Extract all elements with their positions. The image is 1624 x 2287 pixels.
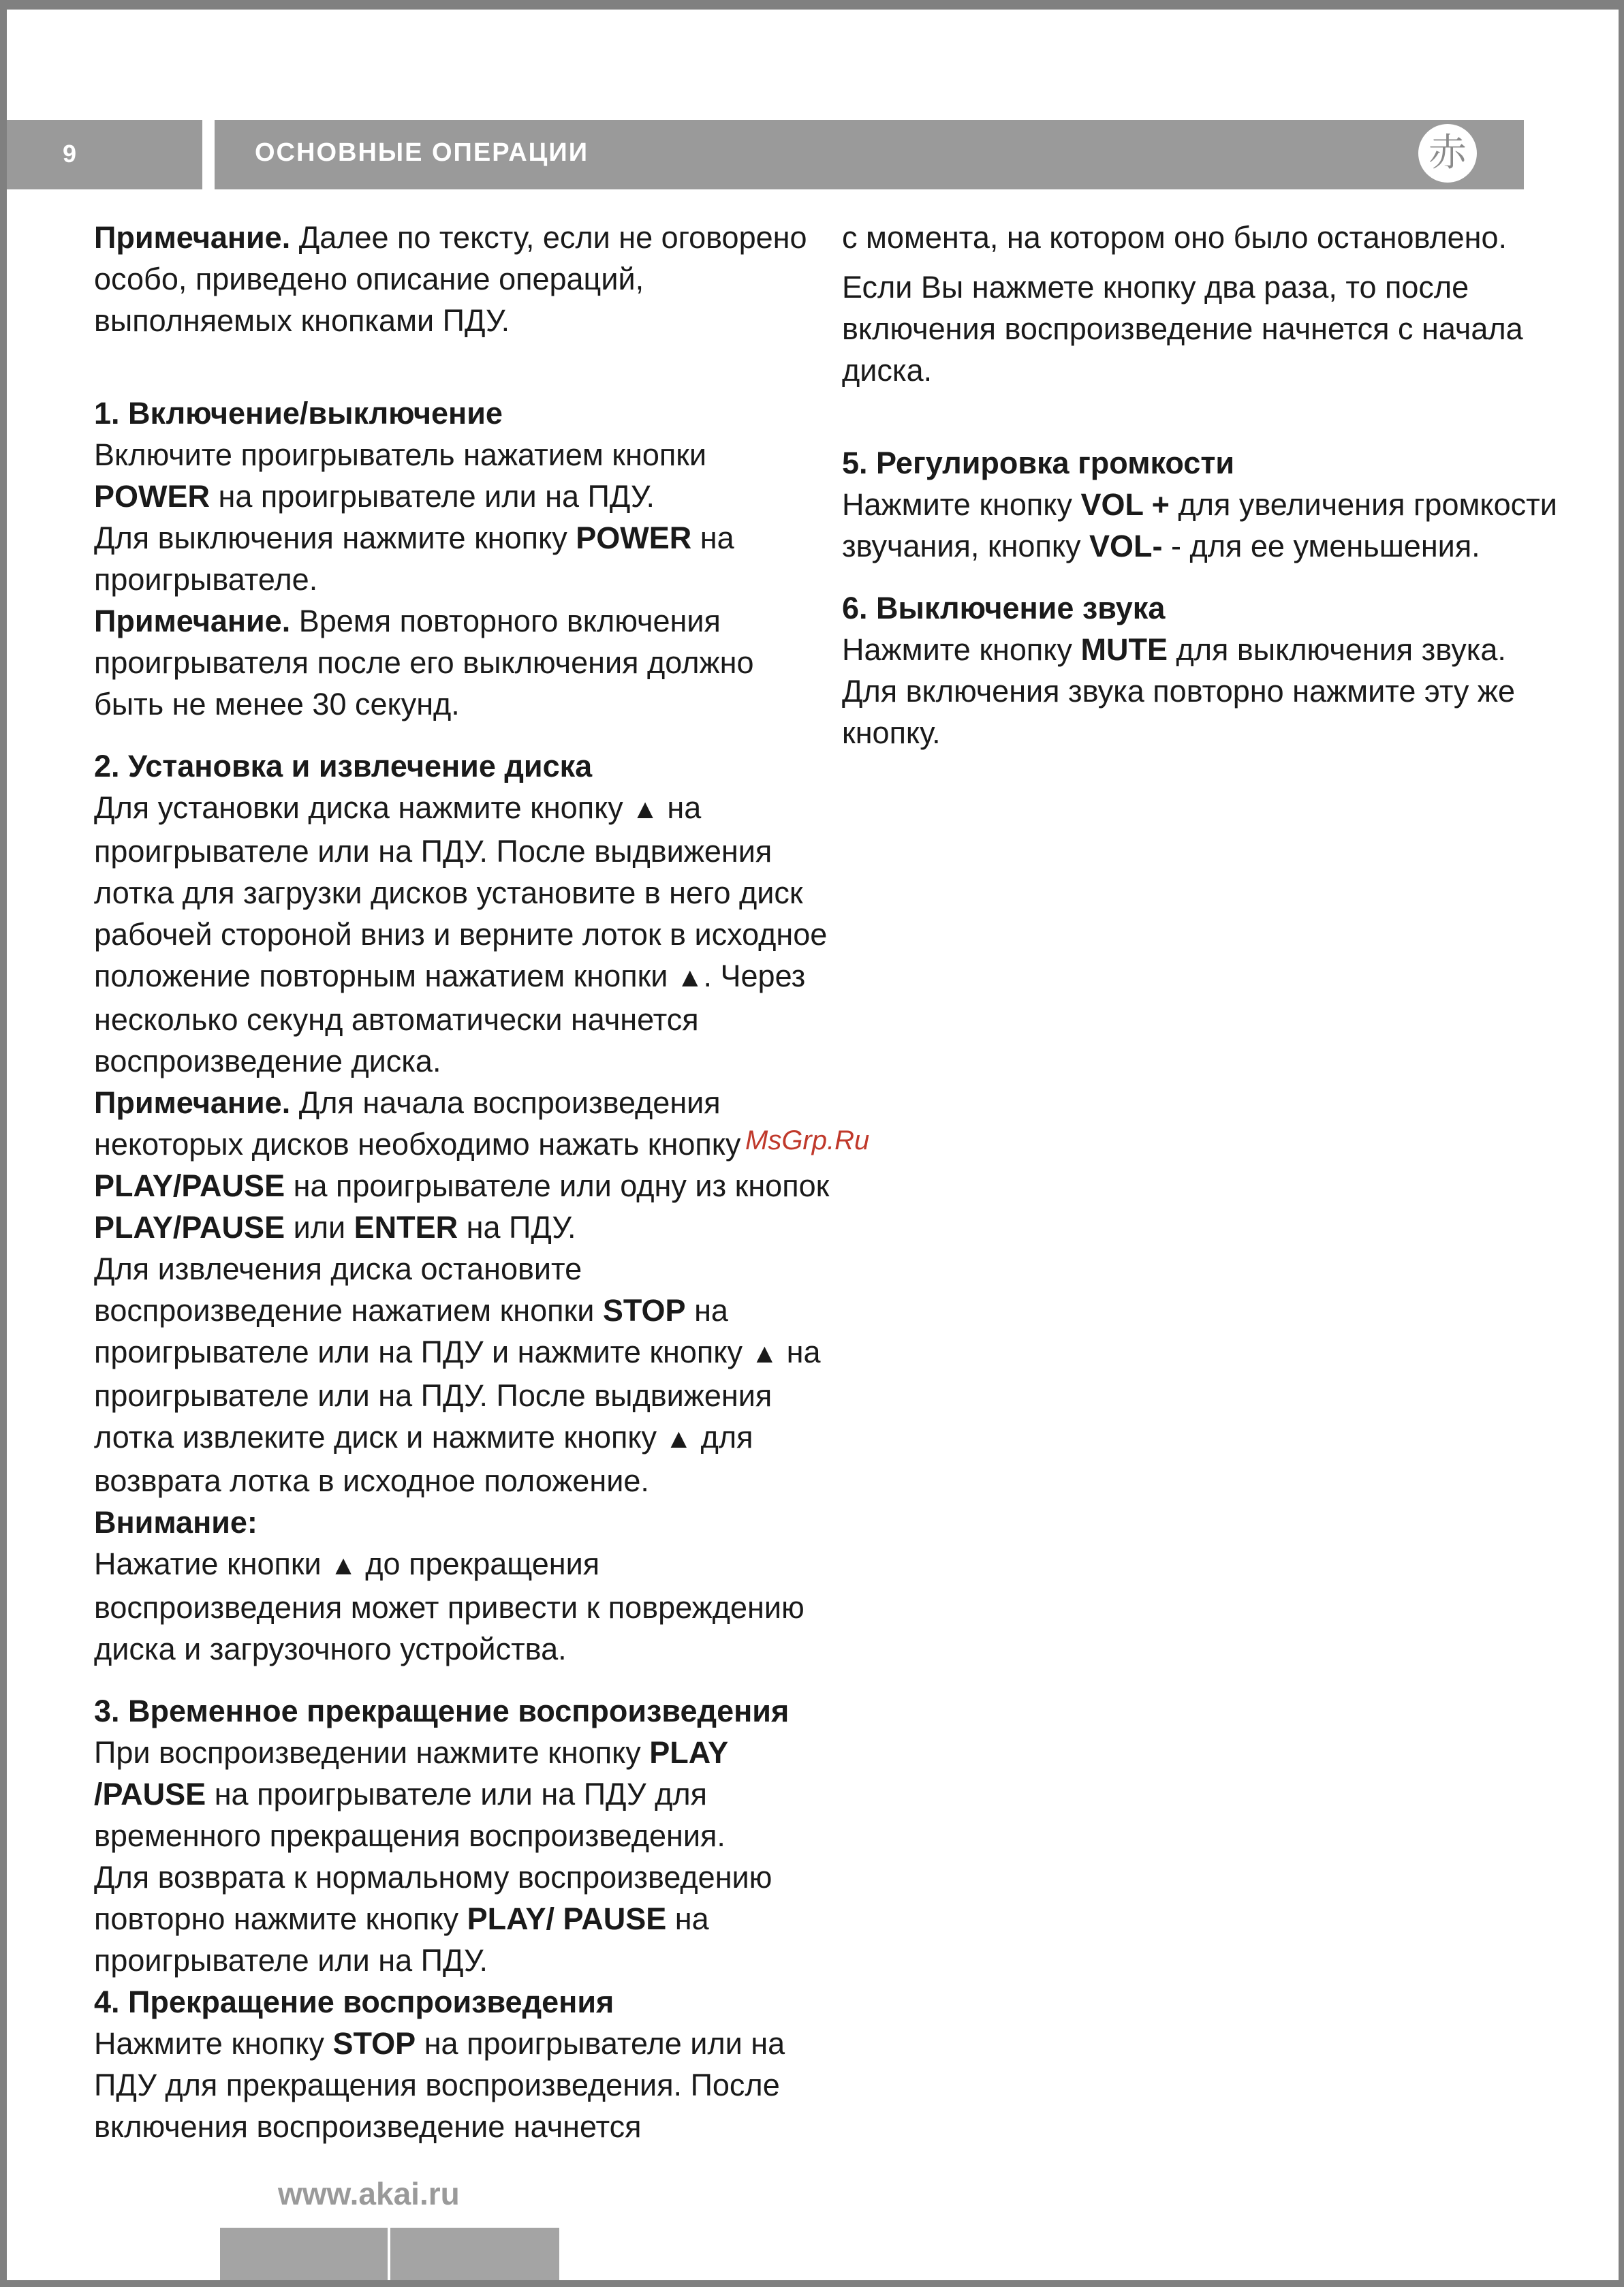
footer-block-left <box>220 2228 388 2280</box>
section-2-heading: 2. Установка и извлечение диска <box>94 749 593 783</box>
section-3-paragraph-2: Для возврата к нормальному воспроизведению повторно нажмите кнопку PLAY/ PAUSE на проигрывателе или на ПДУ. <box>94 1860 772 1978</box>
footer-block-right <box>390 2228 559 2280</box>
left-column <box>94 217 830 2147</box>
section-1-heading: 1. Включение/выключение <box>94 396 503 431</box>
eject-icon: ▲ <box>330 1551 357 1581</box>
note-intro: Примечание. Далее по тексту, если не оговорено особо, приведено описание операций, выполняемых кнопками ПДУ. <box>94 220 807 338</box>
section-1-paragraph-1: Включите проигрыватель нажатием кнопки POWER на проигрывателе или на ПДУ. <box>94 437 707 514</box>
section-5-heading: 5. Регулировка громкости <box>842 446 1235 480</box>
section-4-heading: 4. Прекращение воспроизведения <box>94 1985 614 2019</box>
right-column <box>842 217 1591 753</box>
continued-text-2: Если Вы нажмете кнопку два раза, то после включения воспроизведение начнется с начала диска. <box>842 270 1523 388</box>
section-6-paragraph-2: Для включения звука повторно нажмите эту же кнопку. <box>842 674 1516 750</box>
section-2-paragraph-2: Для извлечения диска остановите воспроизведение нажатием кнопки STOP на проигрывателе или на ПДУ и нажмите кнопку ▲ на проигрывателе или на ПДУ. После выдвижения лотка извлеките диск и нажмите кнопку ▲ для возврата лотка в исходное положение. <box>94 1251 821 1498</box>
section-5-paragraph: Нажмите кнопку VOL + для увеличения громкости звучания, кнопку VOL- - для ее уменьшения. <box>842 487 1557 563</box>
header-page-number-bar <box>7 120 202 189</box>
section-1-note: Примечание. Время повторного включения проигрывателя после его выключения должно быть не менее 30 секунд. <box>94 604 754 721</box>
eject-icon: ▲ <box>751 1339 779 1369</box>
section-1-paragraph-2: Для выключения нажмите кнопку POWER на проигрывателе. <box>94 520 734 597</box>
section-3-paragraph-1: При воспроизведении нажмите кнопку PLAY /PAUSE на проигрывателе или на ПДУ для временного прекращения воспроизведения. <box>94 1735 728 1853</box>
footer-url-link[interactable]: www.akai.ru <box>278 2176 460 2211</box>
section-2-note: Примечание. Для начала воспроизведения некоторых дисков необходимо нажать кнопку PLAY/PAUSE на проигрывателе или одну из кнопок PLAY/PAUSE или ENTER на ПДУ. <box>94 1085 830 1245</box>
page-title: ОСНОВНЫЕ ОПЕРАЦИИ <box>255 138 589 167</box>
watermark-text: MsGrp.Ru <box>745 1125 870 1155</box>
section-6-heading: 6. Выключение звука <box>842 591 1166 625</box>
eject-icon: ▲ <box>631 794 659 824</box>
continued-text-1: с момента, на котором оно было остановлено. <box>842 220 1508 255</box>
eject-icon: ▲ <box>665 1424 693 1454</box>
eject-icon: ▲ <box>676 963 704 993</box>
page-number: 9 <box>63 140 77 168</box>
section-4-paragraph-1: Нажмите кнопку STOP на проигрывателе или на ПДУ для прекращения воспроизведения. После включения воспроизведение начнется <box>94 2026 785 2144</box>
section-2-warning-label: Внимание: <box>94 1505 257 1540</box>
brand-logo-icon: 赤 <box>1418 124 1477 183</box>
section-3-heading: 3. Временное прекращение воспроизведения <box>94 1694 790 1728</box>
section-2-paragraph-1: Для установки диска нажмите кнопку ▲ на проигрывателе или на ПДУ. После выдвижения лотка для загрузки дисков установите в него диск рабочей стороной вниз и верните лоток в исходное положение повторным нажатием кнопки ▲. Через несколько секунд автоматически начнется воспроизведение диска. <box>94 790 828 1078</box>
section-2-warning-text: Нажатие кнопки ▲ до прекращения воспроизведения может привести к повреждению диска и загрузочного устройства. <box>94 1546 805 1666</box>
section-6-paragraph-1: Нажмите кнопку MUTE для выключения звука. <box>842 632 1506 667</box>
